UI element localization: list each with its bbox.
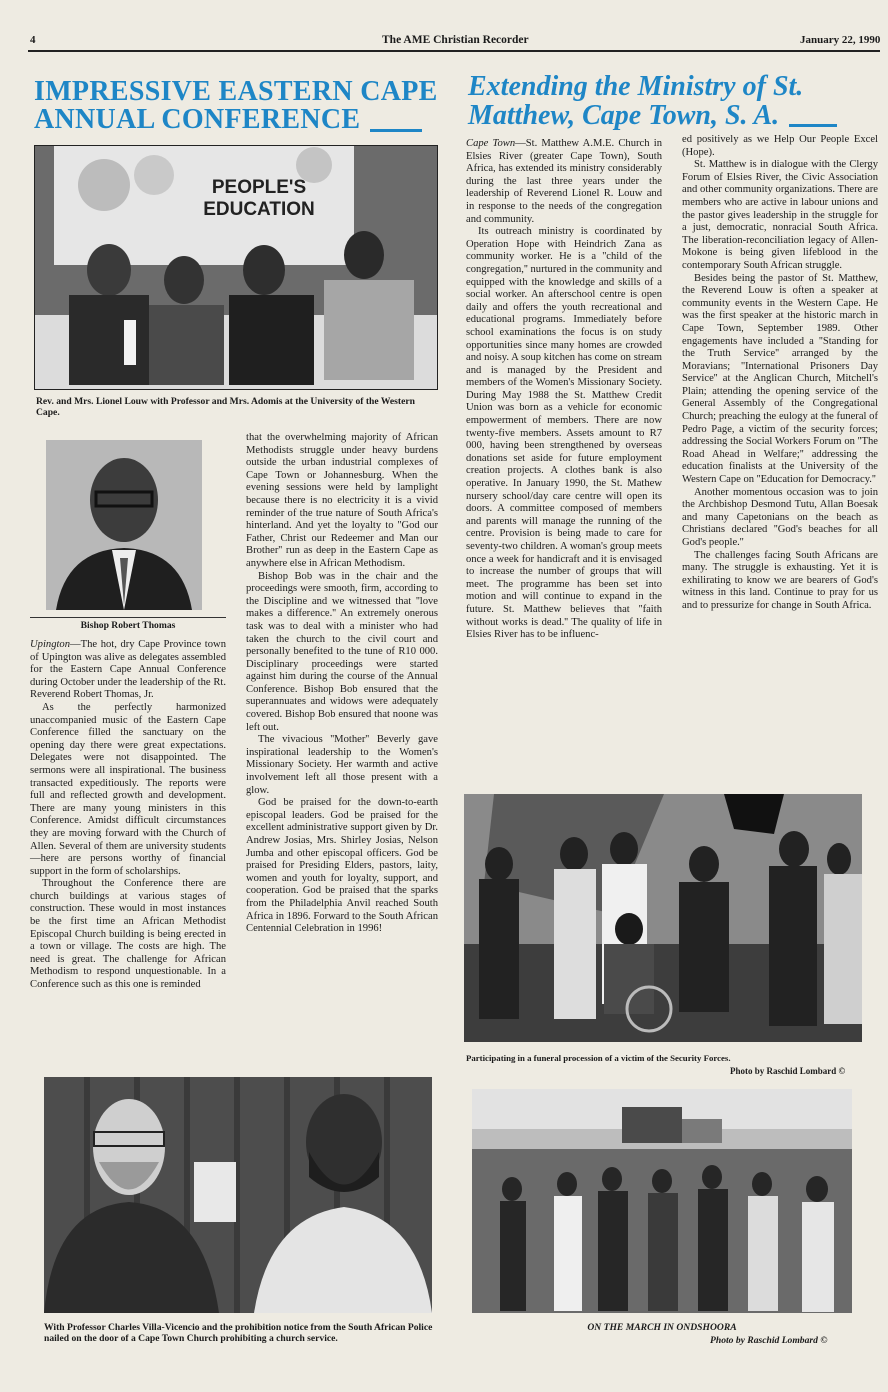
article1-left-column [30,639,226,992]
march-photo-credit: Photo by Raschid Lombard © [710,1335,828,1346]
paragraph: ed positively as we Help Our People Excel (Hope). [682,134,878,158]
paragraph: St. Matthew is in dialogue with the Clergy Forum of Elsies River, the Civic Association and other community organizations. There are members who are active in labour unions and the pastor gives leadership in the struggle for a just, democratic, nonracial South Africa. The liberation-reconciliation legacy of Allen-Mokone is being given lifeblood in the contemporary South African struggle. [682,159,878,271]
funeral-photo-caption: Participating in a funeral procession of a victim of the Security Forces. [466,1053,731,1063]
bishop-portrait [46,440,202,610]
funeral-photo-credit: Photo by Raschid Lombard © [730,1066,846,1076]
conference-photo-caption: Rev. and Mrs. Lionel Louw with Professor and Mrs. Adomis at the University of the Western Cape. [36,396,415,418]
march-photo-caption: ON THE MARCH IN ONDSHOORA [587,1322,737,1333]
paragraph: Its outreach ministry is coordinated by Operation Hope with Heindrich Zana as community worker. He is a ''child of the congregation,'' nurtured in the community and equipped with the knowledge and skills of a social worker. An afterschool centre is open daily and offers the youth recreational and educational programs. Immediately before school examinations the focus is on study opportunities since many homes are crowded and noisy. A soup kitchen has come on stream and is managed by the President and members of the Women's Missionary Society. During May 1988 the St. Matthew Credit Union was born as a vehicle for economic empowerment of members. There are now twenty-five members. Assets amount to R7 000, having been strengthened by overseas donations set aside for future employment creation projects. A clothes bank is also operative. In January 1990, the St. Mathew nursery school/day care centre will open its doors. A committee composed of members and parents will manage the running of the centre. Provision is being made to care for seventy-two children. A woman's group meets once a week for handicraft and it is envisaged to increase the number of groups that will meet. The programme has been set into motion and will continue to expand in the future. St. Matthew believes that ''faith without works is dead.'' The quality of life in Elsies River has to be influenc- [466,226,662,641]
paragraph: —The hot, dry Cape Province town of Upington was alive as delegates assembled for the Eastern Cape Annual Conference during October under the leadership of the Rt. Reverend Robert Thomas, Jr. [30,639,226,701]
headline-underline [370,129,422,132]
page-number: 4 [30,34,36,46]
headline-underline [789,124,837,127]
article2-column2 [682,134,878,613]
dateline: Upington [30,639,71,650]
publication-name: The AME Christian Recorder [382,34,529,46]
paragraph: Throughout the Conference there are church buildings at various stages of construction. These would in most instances be the first time an African Methodist Episcopal Church building is being erected in a town or village. The costs are high. The need is great. The challenge for African Methodism to respond unquestionable. In a Conference such as this one is reminded [30,878,226,991]
article2-headline-line2: Matthew, Cape Town, S. A. [468,100,780,131]
prohibition-notice-photo [44,1077,432,1313]
article2-headline-line1: Extending the Ministry of St. [468,71,804,102]
issue-date: January 22, 1990 [800,34,881,46]
paragraph: Another momentous occasion was to join the Archbishop Desmond Tutu, Allan Boesak and many Capetonians on the beach as Christians declared ''God's beaches for all God's people.'' [682,486,878,548]
paragraph: The vivacious ''Mother'' Beverly gave inspirational leadership to the Women's Missionary Society. Her warmth and active involvement left all those present with a glow. [246,734,438,796]
paragraph: God be praised for the down-to-earth episcopal leaders. God be praised for the excellent administrative support given by Dr. Andrew Josias, Mrs. Shirley Josias, Nelson Jumba and other episcopal officers. God be praised for Presiding Elders, pastors, laity, women and youth for loyalty, support, and cooperation. God be praised that the sparks from the Philadelphia Anvil reached South Africa in 1896. Forward to the South African Centennial Celebration in 1996! [246,797,438,935]
dateline: Cape Town [466,138,516,149]
article1-headline-line1: IMPRESSIVE EASTERN CAPE [34,76,438,107]
paragraph: —St. Matthew A.M.E. Church in Elsies River (greater Cape Town), South Africa, has extended its ministry considerably during the last three years under the leadership of Reverend Lionel R. Louw and in response to the needs of the congregation and community. [466,138,662,225]
caption-rule [30,617,226,618]
article1-headline [34,78,454,134]
article2-headline [468,72,880,130]
article2-column1 [466,138,662,642]
march-photo [472,1089,852,1313]
paragraph: that the overwhelming majority of African Methodists struggle under heavy burdens outside the urban industrial complexes of Cape Town or Johannesburg. When the evening sessions were held by lamplight because there is no electricity it is a vivid reminder of the true nature of South Africa's hinterland. And yet the loyalty to ''God our Father, Christ our Redeemer and Man our Brother'' run as deep in the Eastern Cape as anywhere else in African Methodism. [246,432,438,569]
paragraph: Besides being the pastor of St. Matthew, the Reverend Louw is often a speaker at community events in the Western Cape. He was the first speaker at the historic march in Cape Town, September 1989. Other engagements have included a ''Standing for the Truth Service'' arranged by the Moravians; ''International Prisoners Day Service'' at the Anglican Church, Mitchell's Plain; attending the opening service of the General Assembly of the Congregational Church; preaching the eulogy at the funeral of Pedro Page, a victim of the security forces; addressing the Social Workers Forum on ''The Road Ahead in Welfare;'' addressing the education finalists at the University of the Western Cape on ''Education for Democracy.'' [682,272,878,486]
paragraph: The challenges facing South Africans are many. The struggle is exhausting. Yet it is exhilirating to know we are bearers of God's witness in this land. Continue to pray for us and to pressurize for change in South Africa. [682,549,878,611]
prohibition-photo-caption: With Professor Charles Villa-Vicencio and the prohibition notice from the South African Police nailed on the door of a Cape Town Church prohibiting a church service. [44,1322,433,1344]
bishop-portrait-caption: Bishop Robert Thomas [80,620,176,631]
paragraph: Bishop Bob was in the chair and the proceedings were smooth, firm, according to the Discipline and we witnessed that ''love makes a difference.'' An extremely onerous task was to deal with a minister who had taken the church to the civil court and personally benefited to the tune of R10 000. Disciplinary proceedings were started against him during the course of the Annual Conference. Bishop Bob ensured that the superannuates and widows were adequately covered. Bishop Bob ensured that noone was left out. [246,570,438,733]
funeral-procession-photo [464,794,862,1042]
conference-photo [34,145,438,390]
header-rule [28,50,880,52]
article1-headline-line2: ANNUAL CONFERENCE [34,104,361,135]
article1-middle-column [246,432,438,936]
banner-sign-text: PEOPLE'S EDUCATION [203,177,315,220]
paragraph: As the perfectly harmonized unaccompanied music of the Eastern Cape Conference filled the sanctuary on the opening day there were great expectations. Delegates were not disappointed. The sermons were all inspirational. The business transacted expeditiously. The reports were full and reflected growth and development. There are many young ministers in this Conference. Amidst difficult circumstances they are moving forward with the Church of Allen. Several of them are university students—here are persons worthy of financial support in the form of scholarships. [30,701,226,877]
